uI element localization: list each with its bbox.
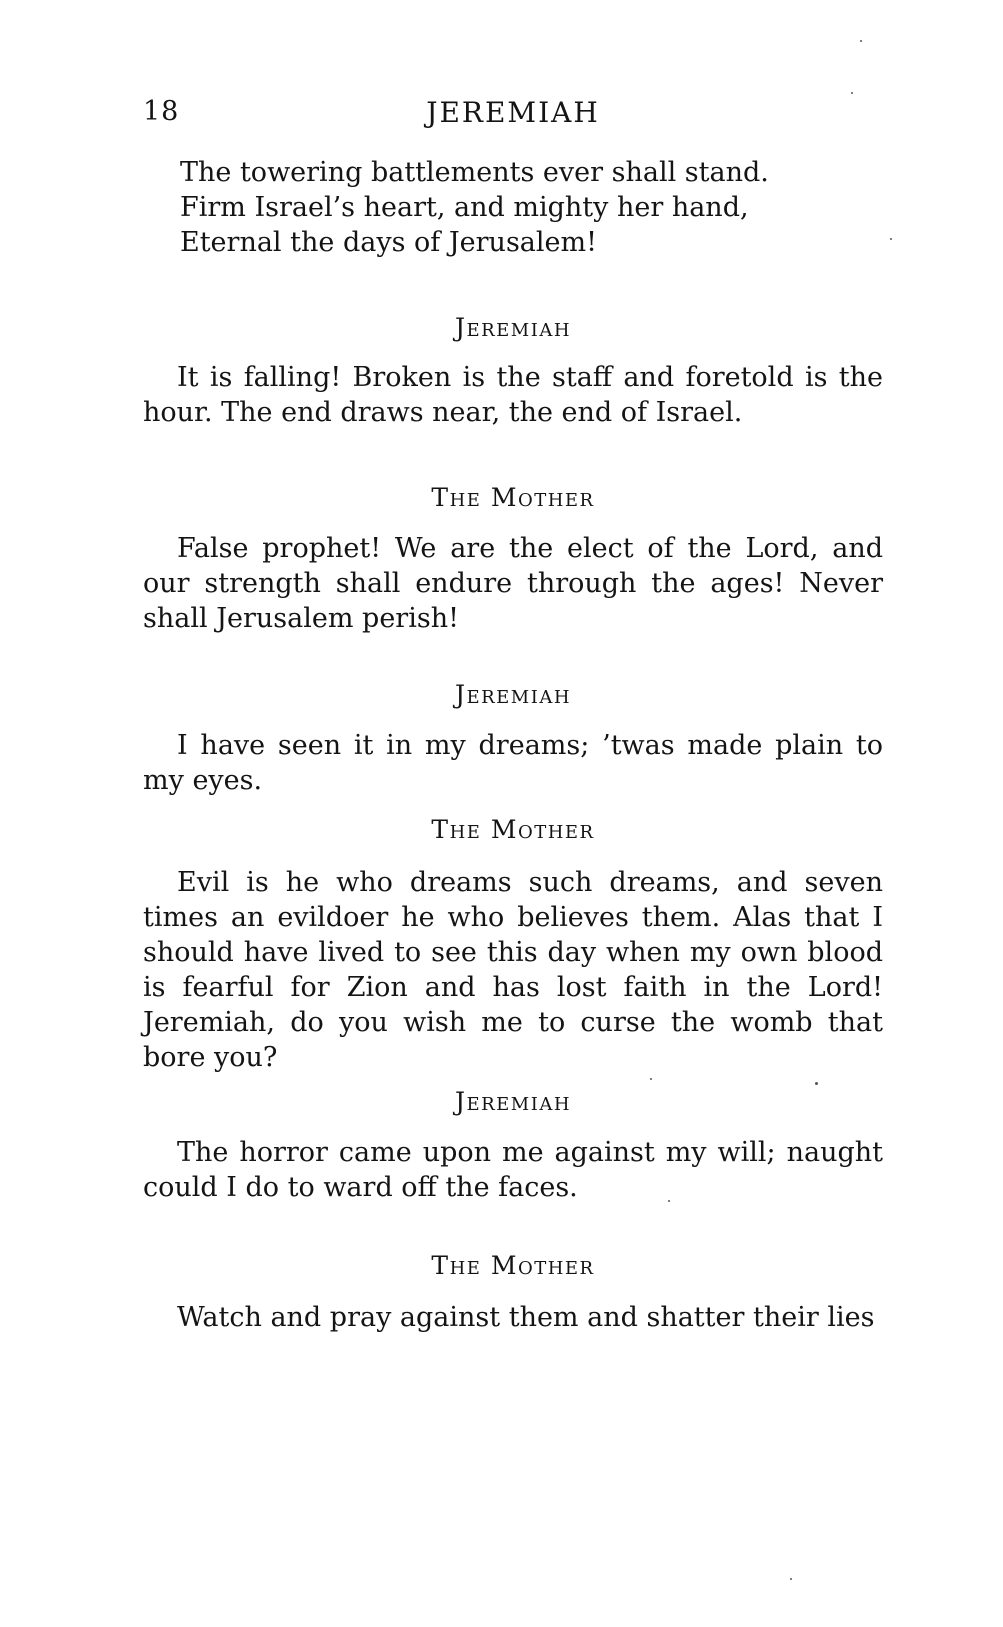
- scan-speck: [668, 1200, 670, 1202]
- speech-text: Watch and pray against them and shatter their lies: [177, 1302, 875, 1333]
- speaker-heading: The Mother: [431, 815, 595, 844]
- speech-text: The horror came upon me against my will; naught could I do to ward off the faces.: [143, 1137, 883, 1203]
- scan-speck: [790, 1578, 792, 1580]
- scan-speck: [851, 92, 853, 94]
- speech-text: False prophet! We are the elect of the Lord, and our strength shall endure through the ages! Never shall Jerusalem perish!: [143, 533, 883, 634]
- speaker-heading: Jeremiah: [454, 1087, 572, 1116]
- scan-speck: [890, 238, 892, 240]
- speech-text: It is falling! Broken is the staff and foretold is the hour. The end draws near, the end of Israel.: [143, 362, 883, 428]
- speaker-heading: The Mother: [431, 483, 595, 512]
- speech-text: I have seen it in my dreams; ’twas made plain to my eyes.: [143, 730, 883, 796]
- running-title: JEREMIAH: [426, 96, 600, 129]
- speaker-heading: Jeremiah: [454, 313, 572, 342]
- scan-speck: [650, 1078, 652, 1080]
- running-head: [143, 96, 883, 136]
- scan-speck: [860, 40, 862, 42]
- speaker-heading: The Mother: [431, 1251, 595, 1280]
- verse-block: [180, 155, 880, 260]
- page-number: 18: [143, 96, 180, 127]
- speech-text: Evil is he who dreams such dreams, and seven times an evildoer he who believes them. Alas that I should have lived to see this day when my own blood is fearful for Zion and has lost faith in the Lord! Jeremiah, do you wish me to curse the womb that bore you?: [143, 867, 883, 1073]
- verse-line: Eternal the days of Jerusalem!: [180, 227, 597, 258]
- speaker-heading: Jeremiah: [454, 680, 572, 709]
- scan-speck: [815, 1082, 818, 1085]
- verse-line: The towering battlements ever shall stand.: [180, 157, 769, 188]
- verse-line: Firm Israel’s heart, and mighty her hand,: [180, 192, 749, 223]
